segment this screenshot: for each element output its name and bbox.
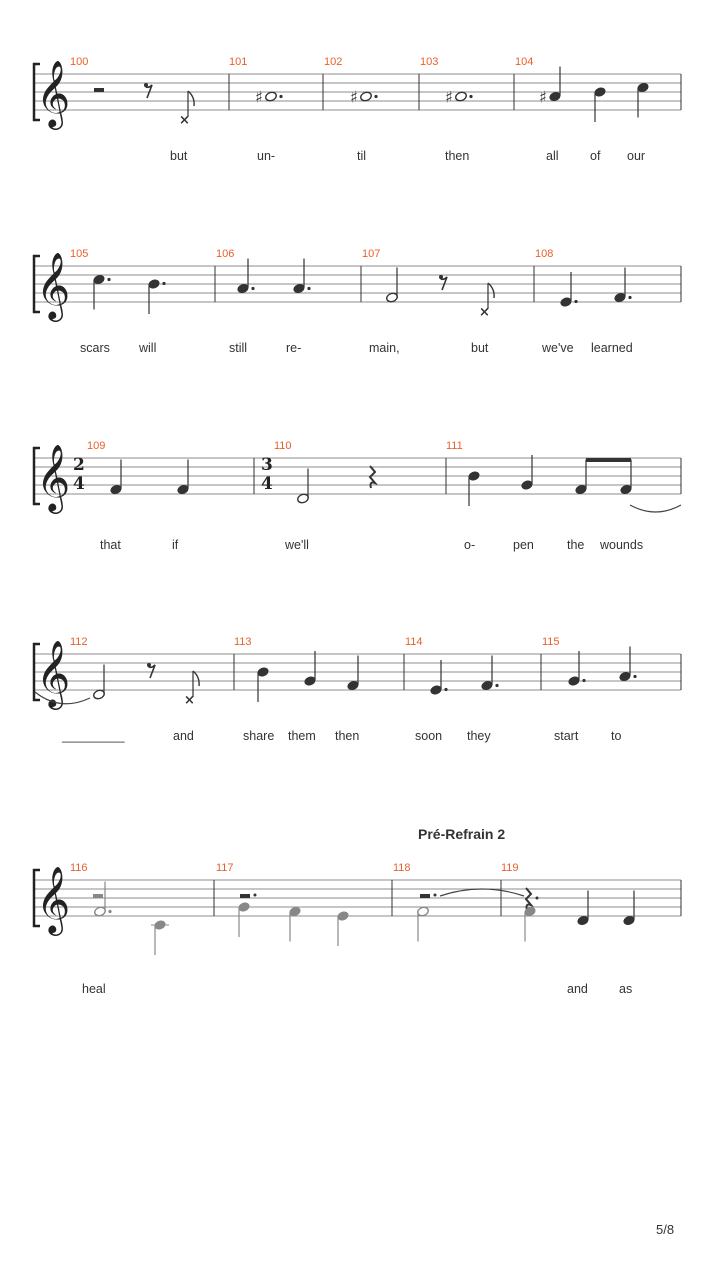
measure-number: 118 [393,862,411,874]
half-rest-icon [420,894,430,898]
time-signature-top: 3 [261,455,273,475]
page-number: 5/8 [656,1222,675,1237]
lyric-syllable: scars [80,341,110,355]
lyric-syllable: we'll [285,538,309,552]
augmentation-dot [444,688,447,691]
lyric-syllable: our [627,149,646,163]
lyric-syllable: then [335,729,360,743]
note-flag [488,283,494,298]
lyric-syllable: but [471,341,489,355]
eighth-rest-dot [439,275,443,279]
augmentation-dot [574,300,577,303]
measure-number: 119 [501,862,519,874]
notehead [360,91,373,102]
measure-number: 104 [515,56,534,68]
lyric-syllable: soon [415,729,443,743]
augmentation-dot [469,95,472,98]
half-rest-icon [93,894,103,898]
x-notehead-icon: × [179,113,190,128]
measure-number: 115 [542,636,560,648]
tie [630,505,681,512]
measure-number: 110 [274,440,292,452]
measure-number: 114 [405,636,423,648]
augmentation-dot [374,95,377,98]
eighth-rest-dot [144,83,148,87]
augmentation-dot [279,95,282,98]
augmentation-dot [536,897,539,900]
measure-number: 103 [420,56,439,68]
measure-number: 108 [535,248,554,260]
augmentation-dot [307,287,310,290]
note-flag [188,91,194,106]
measure-number: 112 [70,636,88,648]
lyric-syllable: that [100,538,121,552]
lyric-syllable: share [243,729,275,743]
measure-number: 117 [216,862,234,874]
lyric-syllable: start [554,729,579,743]
lyric-syllable: the [567,538,585,552]
augmentation-dot [633,675,636,678]
beam [586,458,631,462]
measure-number: 106 [216,248,235,260]
lyric-syllable: still [229,341,248,355]
treble-clef-icon: 𝄞 [36,443,71,511]
staff-system-5 [34,865,681,955]
treble-clef-icon: 𝄞 [36,865,71,933]
lyric-syllable: and [567,982,588,996]
augmentation-dot [251,287,254,290]
lyric-syllable: til [357,149,367,163]
augmentation-dot [582,679,585,682]
measure-number: 109 [87,440,106,452]
augmentation-dot [108,910,111,913]
sharp-icon: ♯ [539,87,547,107]
tie [440,889,524,896]
lyric-syllable: wounds [600,538,644,552]
lyric-syllable: to [611,729,622,743]
measure-number: 111 [446,440,463,452]
treble-clef-icon: 𝄞 [36,251,71,319]
lyric-syllable: un- [257,149,276,163]
measure-number: 107 [362,248,381,260]
time-signature-top: 2 [73,455,85,475]
staff-system-4 [34,639,681,710]
notehead [265,91,278,102]
lyric-syllable: o- [464,538,476,552]
lyric-syllable: main, [369,341,400,355]
lyric-syllable: them [288,729,316,743]
lyric-syllable: re- [286,341,302,355]
treble-clef-icon: 𝄞 [36,639,71,707]
sharp-icon: ♯ [255,87,263,107]
augmentation-dot [628,296,631,299]
augmentation-dot [162,282,165,285]
measure-number: 113 [234,636,252,648]
staff-system-1 [34,59,681,130]
half-rest-icon [240,894,250,898]
augmentation-dot [495,684,498,687]
eighth-rest-dot [147,663,151,667]
augmentation-dot [107,278,110,281]
lyric-syllable: heal [82,982,106,996]
measure-number: 100 [70,56,89,68]
half-rest-icon [94,88,104,92]
time-signature-bottom: 4 [261,474,273,494]
lyric-syllable: but [170,149,188,163]
lyric-syllable: then [445,149,470,163]
note-flag [193,671,199,686]
lyric-syllable: we've [542,341,574,355]
staff-system-2 [34,251,681,322]
treble-clef-icon: 𝄞 [36,59,71,127]
sharp-icon: ♯ [445,87,453,107]
staff-system-3 [34,443,681,514]
section-label: Pré-Refrain 2 [418,826,506,842]
lyric-syllable: will [139,341,157,355]
lyric-syllable: as [619,982,633,996]
time-signature-bottom: 4 [73,474,85,494]
augmentation-dot [254,894,257,897]
lyric-syllable: and [173,729,194,743]
lyric-syllable: if [172,538,179,552]
measure-number: 105 [70,248,89,260]
x-notehead-icon: × [479,305,490,320]
lyric-extender: _________ [62,729,125,743]
measure-number: 101 [229,56,248,68]
measure-number: 102 [324,56,343,68]
lyric-syllable: learned [591,341,633,355]
notehead [455,91,468,102]
lyric-syllable: of [590,149,601,163]
x-notehead-icon: × [184,693,195,708]
lyric-syllable: they [467,729,491,743]
lyric-syllable: pen [513,538,534,552]
sharp-icon: ♯ [350,87,358,107]
augmentation-dot [434,894,437,897]
lyric-syllable: all [546,149,559,163]
measure-number: 116 [70,862,88,874]
